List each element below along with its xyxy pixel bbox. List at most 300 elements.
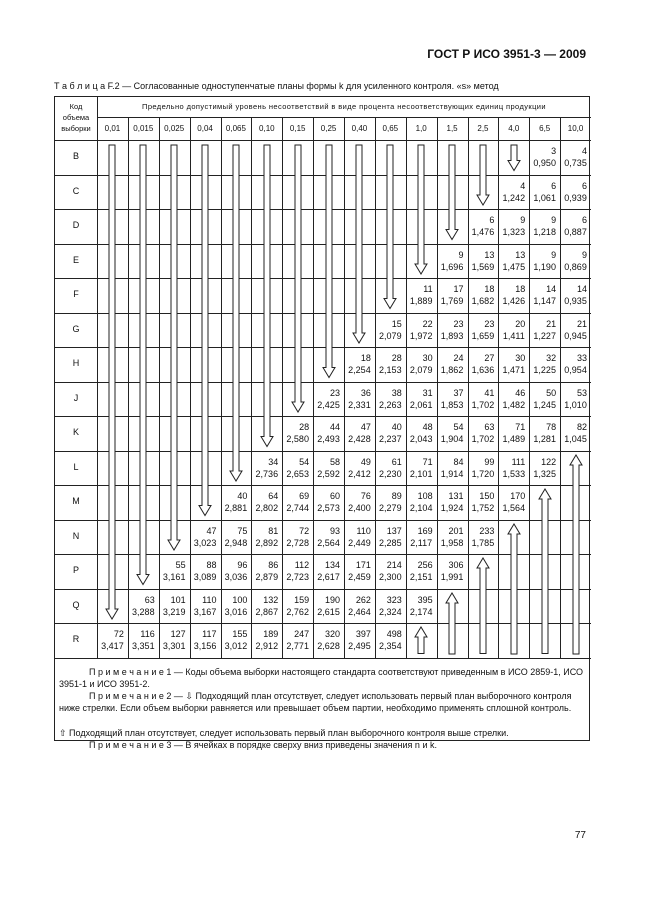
- aql-value: 0,25: [320, 124, 337, 133]
- plan-cell: [560, 145, 591, 169]
- aql-value: 6,5: [539, 124, 551, 133]
- plan-cell: [498, 456, 529, 480]
- sample-size-n: 323: [386, 594, 402, 605]
- acceptability-k: 2,892: [255, 537, 279, 548]
- acceptability-k: 2,723: [286, 572, 309, 582]
- acceptability-k: 2,736: [255, 468, 279, 479]
- plan-cell: [313, 525, 344, 549]
- aql-value: 0,01: [104, 124, 121, 133]
- plan-cell: [251, 559, 282, 583]
- plan-cell: [344, 628, 375, 652]
- sample-size-n: 40: [237, 491, 248, 501]
- sample-size-n: 44: [329, 422, 340, 432]
- arrow-down-icon: [476, 145, 490, 205]
- sample-size-n: 30: [515, 353, 526, 363]
- sample-size-n: 110: [356, 525, 371, 536]
- plan-cell: [344, 421, 375, 445]
- plan-cell: [560, 249, 591, 273]
- plan-cell: [251, 490, 282, 514]
- arrow-down-icon: [198, 145, 212, 516]
- sample-size-n: 23: [484, 318, 495, 329]
- acceptability-k: 0,869: [564, 261, 587, 272]
- sample-size-n: 9: [520, 215, 526, 225]
- plan-cell: [468, 525, 499, 549]
- acceptability-k: 3,219: [162, 606, 186, 617]
- note-up-arrow: ⇧ Подходящий план отсутствует, следует использовать первый план выборочного контроля выше стрелки.: [59, 727, 509, 738]
- sample-size-code: K: [72, 427, 79, 437]
- sample-size-n: 233: [479, 525, 495, 536]
- sample-size-code: G: [72, 323, 80, 334]
- sample-size-n: 395: [417, 594, 433, 605]
- acceptability-k: 1,958: [440, 537, 464, 548]
- acceptability-k: 2,079: [409, 365, 433, 375]
- acceptability-k: 1,889: [409, 296, 433, 306]
- acceptability-k: 1,533: [502, 468, 526, 479]
- arrow-up-icon: [507, 524, 521, 654]
- arrow-up-icon: [445, 593, 459, 654]
- sample-size-n: 9: [551, 249, 557, 260]
- plan-cell: [344, 387, 375, 411]
- acceptability-k: 1,227: [533, 330, 556, 341]
- plan-cell: [190, 525, 221, 549]
- sample-size-n: 48: [422, 422, 433, 432]
- sample-size-n: 60: [329, 491, 340, 501]
- acceptability-k: 2,449: [348, 537, 371, 548]
- acceptability-k: 2,580: [286, 434, 309, 444]
- page-number: 77: [574, 830, 586, 841]
- acceptability-k: 1,564: [502, 503, 526, 513]
- acceptability-k: 1,904: [440, 434, 464, 444]
- sample-size-code: J: [73, 392, 79, 403]
- sample-size-n: 9: [581, 249, 587, 260]
- plan-cell: [406, 525, 437, 549]
- plan-cell: [282, 628, 313, 652]
- plan-cell: [529, 456, 560, 480]
- sample-size-n: 28: [299, 422, 310, 432]
- sample-size-n: 49: [360, 456, 371, 467]
- sample-size-code: E: [72, 254, 79, 265]
- acceptability-k: 2,802: [255, 503, 279, 513]
- acceptability-k: 1,045: [564, 434, 587, 444]
- acceptability-k: 1,720: [471, 468, 495, 479]
- sample-size-n: 320: [324, 629, 340, 639]
- plan-cell: [529, 283, 560, 307]
- acceptability-k: 2,867: [255, 606, 279, 617]
- sample-size-n: 150: [479, 491, 495, 501]
- acceptability-k: 1,325: [533, 468, 556, 479]
- plan-cell: [468, 490, 499, 514]
- arrow-down-icon: [383, 145, 397, 309]
- sample-size-n: 13: [515, 249, 526, 260]
- sample-size-n: 14: [576, 284, 587, 294]
- acceptability-k: 2,771: [286, 641, 309, 651]
- plan-cell: [498, 283, 529, 307]
- sample-size-n: 38: [391, 387, 402, 398]
- sample-size-n: 22: [422, 318, 433, 329]
- acceptability-k: 2,879: [255, 572, 279, 582]
- acceptability-k: 1,914: [440, 468, 464, 479]
- plan-cell: [529, 145, 560, 169]
- acceptability-k: 2,324: [379, 606, 402, 617]
- sample-size-n: 116: [140, 629, 155, 639]
- acceptability-k: 3,417: [101, 641, 124, 651]
- sample-size-n: 23: [329, 387, 340, 398]
- acceptability-k: 3,288: [132, 606, 155, 617]
- plan-cell: [406, 387, 437, 411]
- plan-cell: [437, 387, 468, 411]
- plan-cell: [282, 559, 313, 583]
- sample-size-code: H: [72, 358, 80, 368]
- plan-cell: [498, 180, 529, 204]
- sample-size-n: 159: [294, 594, 310, 605]
- acceptability-k: 1,636: [471, 365, 495, 375]
- sample-size-n: 21: [546, 318, 557, 329]
- acceptability-k: 2,174: [409, 606, 433, 617]
- plan-cell: [375, 594, 406, 618]
- sample-size-n: 82: [576, 422, 587, 432]
- aql-value: 0,04: [197, 124, 213, 133]
- plan-cell: [406, 490, 437, 514]
- sample-size-n: 108: [417, 491, 433, 501]
- plan-cell: [560, 283, 591, 307]
- column-line: [128, 117, 129, 658]
- plan-cell: [190, 559, 221, 583]
- acceptability-k: 1,245: [533, 399, 556, 410]
- plan-cell: [437, 283, 468, 307]
- sample-size-n: 30: [422, 353, 433, 363]
- arrow-down-icon: [136, 145, 150, 585]
- sample-size-n: 28: [391, 353, 402, 363]
- sampling-plan-table: [54, 96, 590, 750]
- note-1: П р и м е ч а н и е 1 — Коды объема выборки настоящего стандарта соответствуют приведенным в ИСО 2859-1, ИСО 3951-1 и ИСО 3951-2.: [59, 666, 584, 689]
- aql-value: 0,40: [351, 124, 368, 133]
- plan-cell: [468, 283, 499, 307]
- plan-cell: [313, 387, 344, 411]
- sample-size-n: 21: [576, 318, 587, 329]
- plan-cell: [560, 214, 591, 238]
- aql-value: 0,015: [133, 124, 154, 133]
- acceptability-k: 2,285: [379, 537, 402, 548]
- sample-size-n: 112: [294, 560, 310, 570]
- plan-cell: [437, 249, 468, 273]
- arrow-up-icon: ⇧: [59, 727, 70, 738]
- acceptability-k: 0,954: [564, 365, 587, 375]
- sample-size-n: 58: [329, 456, 340, 467]
- arrow-down-icon: [352, 145, 366, 343]
- sample-size-n: 397: [355, 629, 371, 639]
- sample-size-n: 54: [299, 456, 310, 467]
- plan-cell: [468, 318, 499, 342]
- arrow-up-icon: [569, 455, 583, 654]
- arrow-down-icon: [291, 145, 305, 412]
- acceptability-k: 2,043: [409, 434, 433, 444]
- sample-size-n: 190: [324, 594, 340, 605]
- acceptability-k: 0,939: [564, 192, 587, 203]
- plan-cell: [375, 490, 406, 514]
- sample-size-n: 498: [386, 629, 402, 639]
- sample-size-n: 20: [515, 318, 526, 329]
- acceptability-k: 2,615: [317, 606, 340, 617]
- plan-cell: [221, 525, 252, 549]
- plan-cell: [498, 352, 529, 376]
- sample-size-n: 24: [453, 353, 464, 363]
- plan-cell: [498, 387, 529, 411]
- plan-cell: [128, 628, 159, 652]
- acceptability-k: 1,242: [502, 192, 526, 203]
- plan-cell: [344, 525, 375, 549]
- acceptability-k: 1,972: [409, 330, 433, 341]
- plan-cell: [560, 352, 591, 376]
- plan-cell: [468, 214, 499, 238]
- plan-cell: [190, 594, 221, 618]
- sample-size-n: 13: [484, 249, 495, 260]
- acceptability-k: 2,263: [379, 399, 402, 410]
- acceptability-k: 0,950: [533, 158, 556, 168]
- sample-size-n: 256: [417, 560, 433, 570]
- plan-cell: [282, 421, 313, 445]
- sample-size-n: 9: [551, 215, 557, 225]
- sample-size-n: 11: [423, 284, 433, 294]
- acceptability-k: 2,881: [224, 503, 248, 513]
- plan-cell: [221, 490, 252, 514]
- header-bottom-line: [55, 140, 591, 141]
- sample-size-n: 189: [263, 629, 279, 639]
- acceptability-k: 2,237: [379, 434, 402, 444]
- acceptability-k: 1,190: [533, 261, 556, 272]
- acceptability-k: 1,702: [471, 434, 495, 444]
- plan-cell: [498, 214, 529, 238]
- plan-cell: [251, 594, 282, 618]
- acceptability-k: 0,945: [564, 330, 587, 341]
- sample-size-n: 9: [458, 249, 464, 260]
- acceptability-k: 1,696: [440, 261, 464, 272]
- acceptability-k: 2,230: [379, 468, 402, 479]
- sample-size-code: C: [72, 185, 80, 196]
- aql-value: 0,65: [382, 124, 399, 133]
- plan-cell: [282, 525, 313, 549]
- plan-cell: [159, 559, 190, 583]
- arrow-down-icon: ⇩: [185, 690, 193, 701]
- sample-size-n: 110: [202, 594, 217, 605]
- acceptability-k: 2,101: [409, 468, 433, 479]
- sample-size-n: 262: [355, 594, 371, 605]
- note-2: П р и м е ч а н и е 2 — ⇩ Подходящий план отсутствует, следует использовать первый план выборочного контроля ниже стрелки. Если объем выборки равняется или превышает объем партии, необходимо применять сплошной контроль.: [59, 690, 572, 713]
- aql-value: 0,10: [259, 124, 275, 133]
- plan-cell: [498, 421, 529, 445]
- sample-size-n: 50: [546, 387, 557, 398]
- plan-cell: [468, 456, 499, 480]
- acceptability-k: 2,151: [409, 572, 433, 582]
- plan-cell: [313, 559, 344, 583]
- plan-cell: [560, 318, 591, 342]
- aql-header: Предельно допустимый уровень несоответствий в виде процента несоответствующих единиц продукции: [142, 102, 546, 111]
- plan-cell: [375, 352, 406, 376]
- acceptability-k: 1,471: [502, 365, 526, 375]
- acceptability-k: 1,411: [502, 330, 525, 341]
- sample-size-code: Q: [72, 599, 80, 610]
- plan-cell: [560, 387, 591, 411]
- acceptability-k: 2,912: [255, 641, 279, 651]
- sample-size-n: 18: [484, 284, 495, 294]
- sample-size-code: L: [73, 461, 79, 472]
- sample-size-n: 18: [360, 353, 371, 363]
- acceptability-k: 2,061: [409, 399, 433, 410]
- sample-size-n: 64: [268, 491, 279, 501]
- acceptability-k: 1,862: [440, 365, 464, 375]
- arrow-down-icon: [445, 145, 459, 240]
- plan-cell: [190, 628, 221, 652]
- acceptability-k: 2,628: [317, 641, 340, 651]
- sample-size-n: 14: [546, 284, 557, 294]
- sample-size-n: 84: [453, 456, 464, 467]
- sample-size-n: 6: [489, 215, 495, 225]
- sample-size-code: B: [72, 151, 79, 161]
- sample-size-n: 88: [206, 560, 217, 570]
- plan-cell: [529, 180, 560, 204]
- arrow-down-icon: [229, 145, 243, 481]
- acceptability-k: 2,425: [317, 399, 340, 410]
- sample-size-n: 71: [422, 456, 433, 467]
- plan-cell: [468, 249, 499, 273]
- plan-cell: [498, 249, 529, 273]
- plan-cell: [97, 628, 128, 652]
- sample-size-code: P: [72, 565, 79, 575]
- sample-size-n: 27: [484, 353, 495, 363]
- acceptability-k: 2,459: [348, 572, 371, 582]
- plan-cell: [159, 628, 190, 652]
- arrow-up-icon: [414, 627, 428, 654]
- plan-cell: [375, 318, 406, 342]
- acceptability-k: 2,653: [286, 468, 309, 479]
- arrow-down-icon: [105, 145, 119, 619]
- acceptability-k: 1,659: [471, 330, 495, 341]
- sample-size-n: 247: [294, 629, 310, 639]
- plan-cell: [468, 421, 499, 445]
- sample-size-n: 86: [268, 560, 279, 570]
- acceptability-k: 3,036: [224, 572, 248, 582]
- plan-cell: [437, 318, 468, 342]
- plan-cell: [437, 525, 468, 549]
- table-caption: Т а б л и ц а F.2 — Согласованные одноступенчатые планы формы k для усиленного контроля. «s» метод: [54, 81, 499, 91]
- plan-cell: [468, 352, 499, 376]
- aql-value: 0,065: [225, 124, 246, 133]
- acceptability-k: 2,495: [348, 641, 371, 651]
- acceptability-k: 1,426: [502, 296, 526, 306]
- plan-cell: [313, 456, 344, 480]
- acceptability-k: 2,464: [348, 606, 371, 617]
- aql-value: 2,5: [477, 124, 489, 133]
- plan-cell: [313, 421, 344, 445]
- plan-cell: [344, 352, 375, 376]
- sample-size-n: 17: [453, 284, 464, 294]
- acceptability-k: 1,476: [471, 227, 495, 237]
- plan-cell: [313, 628, 344, 652]
- plan-cell: [529, 387, 560, 411]
- sample-size-code: M: [72, 496, 80, 506]
- sample-size-n: 15: [391, 318, 402, 329]
- acceptability-k: 1,991: [440, 572, 464, 582]
- arrow-up-icon: [476, 558, 490, 654]
- acceptability-k: 1,702: [471, 399, 495, 410]
- sample-size-n: 23: [453, 318, 464, 329]
- acceptability-k: 1,893: [440, 330, 464, 341]
- acceptability-k: 2,279: [379, 503, 402, 513]
- plan-cell: [406, 283, 437, 307]
- plan-cell: [406, 456, 437, 480]
- aql-value: 1,5: [446, 124, 458, 133]
- plan-cell: [251, 525, 282, 549]
- acceptability-k: 3,301: [162, 641, 186, 651]
- acceptability-k: 2,300: [379, 572, 402, 582]
- acceptability-k: 2,400: [348, 503, 371, 513]
- acceptability-k: 1,225: [533, 365, 556, 375]
- code-column-line: [97, 97, 98, 658]
- sample-size-n: 171: [355, 560, 371, 570]
- sample-size-n: 4: [520, 180, 526, 191]
- acceptability-k: 2,762: [286, 606, 309, 617]
- sample-size-n: 69: [299, 491, 310, 501]
- plan-cell: [529, 214, 560, 238]
- sample-size-n: 76: [360, 491, 371, 501]
- arrow-down-icon: [260, 145, 274, 447]
- acceptability-k: 1,482: [502, 399, 526, 410]
- acceptability-k: 3,351: [132, 641, 155, 651]
- sample-size-code: F: [73, 289, 79, 299]
- plan-cell: [437, 456, 468, 480]
- acceptability-k: 1,147: [533, 296, 556, 306]
- sample-size-n: 54: [453, 422, 464, 432]
- plan-cell: [560, 180, 591, 204]
- aql-value: 0,025: [164, 124, 185, 133]
- acceptability-k: 1,489: [502, 434, 526, 444]
- sample-size-n: 111: [511, 456, 526, 467]
- plan-cell: [221, 594, 252, 618]
- plan-cell: [313, 490, 344, 514]
- sample-size-n: 36: [360, 387, 371, 398]
- plan-cell: [375, 387, 406, 411]
- acceptability-k: 2,117: [410, 537, 433, 548]
- acceptability-k: 2,948: [224, 537, 248, 548]
- aql-value: 0,15: [289, 124, 306, 133]
- sample-size-n: 99: [484, 456, 495, 467]
- acceptability-k: 2,104: [409, 503, 433, 513]
- sample-size-code: N: [72, 530, 80, 541]
- plan-cell: [159, 594, 190, 618]
- plan-cell: [375, 628, 406, 652]
- acceptability-k: 1,281: [533, 434, 556, 444]
- acceptability-k: 3,089: [193, 572, 217, 582]
- sample-size-n: 155: [232, 629, 248, 639]
- plan-cell: [313, 594, 344, 618]
- plan-cell: [560, 421, 591, 445]
- sample-size-n: 47: [206, 525, 217, 536]
- sample-size-n: 63: [144, 594, 155, 605]
- plan-cell: [251, 456, 282, 480]
- plan-cell: [498, 490, 529, 514]
- sample-size-n: 89: [391, 491, 402, 501]
- acceptability-k: 2,744: [286, 503, 309, 513]
- sample-size-code: R: [72, 634, 80, 644]
- acceptability-k: 3,023: [193, 537, 217, 548]
- plan-cell: [344, 594, 375, 618]
- acceptability-k: 3,016: [224, 606, 248, 617]
- sample-size-n: 100: [232, 594, 248, 605]
- plan-cell: [529, 249, 560, 273]
- plan-cell: [251, 628, 282, 652]
- sample-size-n: 34: [268, 456, 279, 467]
- sample-size-n: 33: [576, 353, 587, 363]
- acceptability-k: 3,156: [193, 641, 217, 651]
